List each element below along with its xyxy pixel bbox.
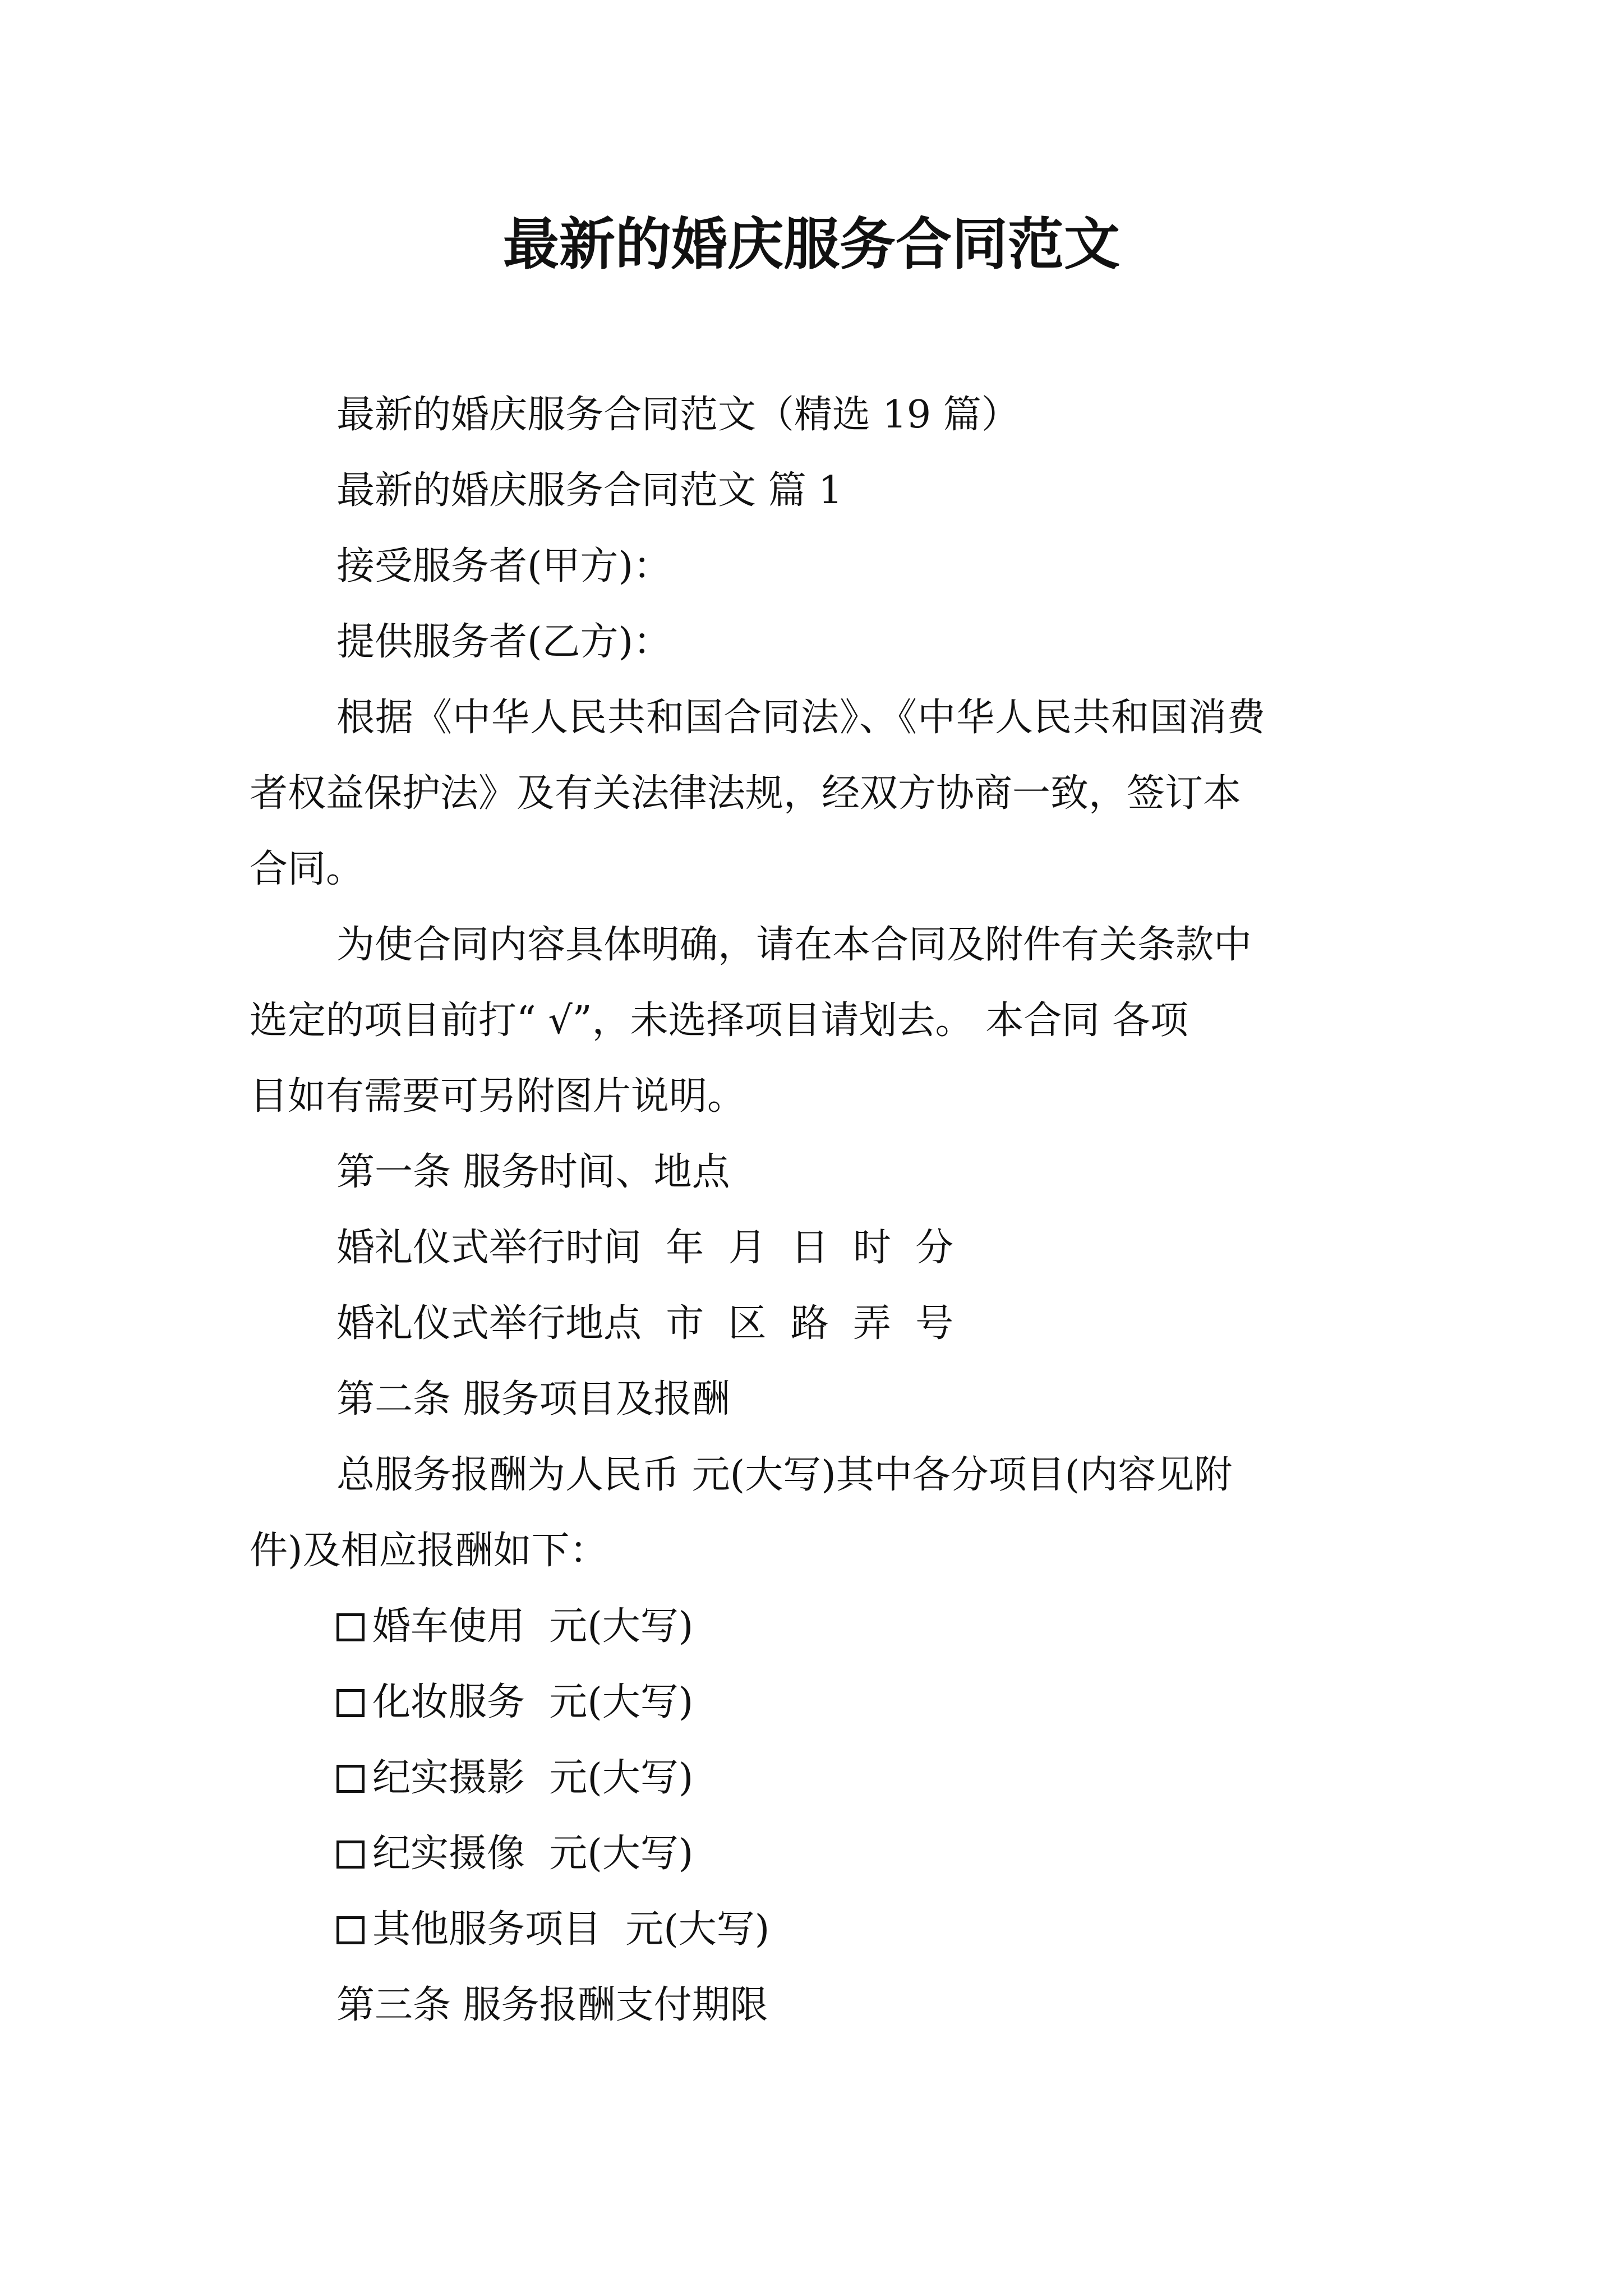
article-2-heading: 第二条 服务项目及报酬 (336, 1377, 730, 1421)
service-item (336, 1820, 693, 1888)
service-item-label: 纪实摄像 元(大写) (372, 1832, 694, 1876)
service-item-label: 其他服务项目 元(大写) (372, 1907, 770, 1952)
instruction-paragraph-line-3: 目如有需要可另附图片说明。 (250, 1074, 746, 1119)
checkbox[interactable] (336, 1916, 365, 1944)
checkbox[interactable] (336, 1841, 365, 1869)
document-subtitle: 最新的婚庆服务合同范文（精选 19 篇） (336, 393, 1020, 437)
section-heading: 最新的婚庆服务合同范文 篇 1 (336, 468, 843, 513)
service-item (336, 1896, 769, 1963)
checkbox[interactable] (336, 1765, 365, 1793)
basis-text-1: 根据《中华人民共和国合同法》、《中华人民共和国消费 (336, 696, 1266, 740)
service-item (336, 1593, 693, 1660)
instruction-paragraph-line-2: 选定的项目前打“ √”，未选择项目请划去。 本合同 各项 (250, 999, 1188, 1043)
document-title: 最新的婚庆服务合同范文 (503, 211, 1120, 277)
basis-paragraph-line-3: 合同。 (250, 847, 365, 891)
ceremony-time-line: 婚礼仪式举行时间 年 月 日 时 分 (336, 1226, 954, 1270)
remuneration-paragraph-line-2: 件)及相应报酬如下： (250, 1529, 608, 1573)
article-1-heading: 第一条 服务时间、地点 (336, 1150, 730, 1194)
ceremony-place-line: 婚礼仪式举行地点 市 区 路 弄 号 (336, 1301, 954, 1346)
checkbox[interactable] (336, 1689, 365, 1717)
party-b-line: 提供服务者(乙方)： (336, 620, 672, 664)
checkbox[interactable] (336, 1613, 365, 1641)
service-item-label: 化妆服务 元(大写) (372, 1680, 694, 1724)
service-item (336, 1669, 693, 1736)
basis-paragraph-line-2: 者权益保护法》及有关法律法规，经双方协商一致，签订本 (250, 771, 1242, 816)
article-3-heading: 第三条 服务报酬支付期限 (336, 1983, 768, 2027)
service-item (336, 1745, 693, 1812)
service-item-label: 婚车使用 元(大写) (372, 1604, 694, 1649)
basis-paragraph-line-1 (336, 684, 1391, 752)
service-item-label: 纪实摄影 元(大写) (372, 1756, 694, 1800)
remuneration-paragraph-line-1: 总服务报酬为人民币 元(大写)其中各分项目(内容见附 (336, 1453, 1233, 1497)
party-a-line: 接受服务者(甲方)： (336, 544, 672, 588)
instruction-paragraph-line-1: 为使合同内容具体明确，请在本合同及附件有关条款中 (336, 923, 1252, 967)
